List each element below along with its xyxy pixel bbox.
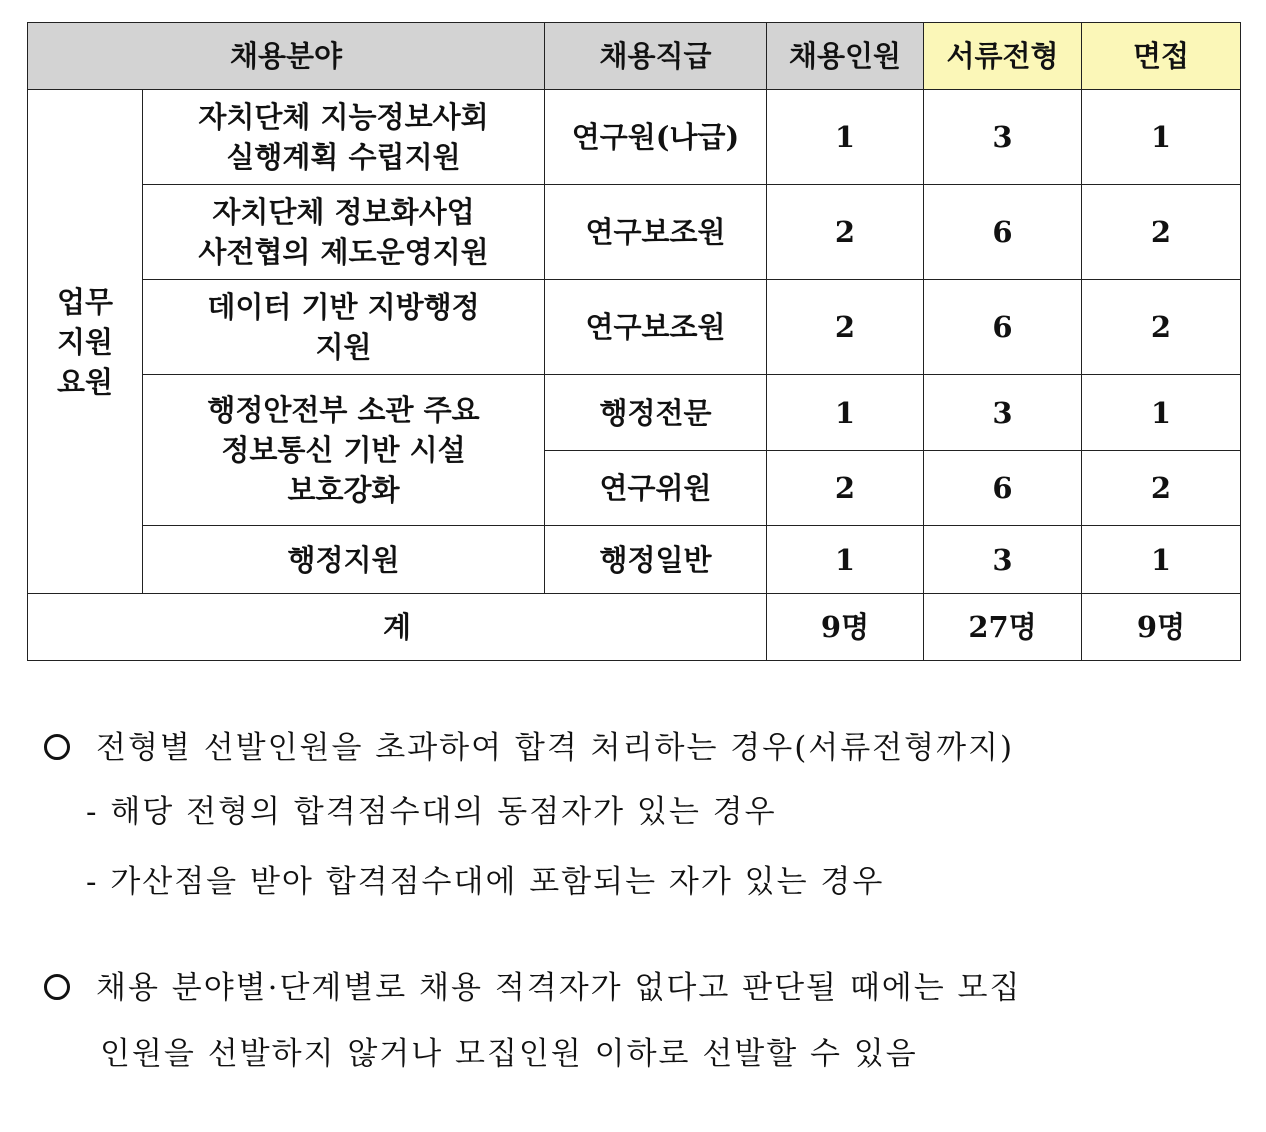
document-cell: 6: [924, 280, 1082, 375]
note-2-line-2: 인원을 선발하지 않거나 모집인원 이하로 선발할 수 있음: [100, 1036, 918, 1072]
recruitment-table: [27, 22, 1241, 661]
header-position: 채용직급: [545, 23, 767, 90]
note-1-text: 전형별 선발인원을 초과하여 합격 처리하는 경우(서류전형까지): [96, 730, 1015, 766]
count-cell: 2: [767, 185, 924, 280]
document-cell: 3: [924, 90, 1082, 185]
circle-bullet-icon: [44, 974, 70, 1000]
count-cell: 2: [767, 280, 924, 375]
total-row: [28, 594, 1241, 661]
count-cell: 1: [767, 526, 924, 594]
position-cell: 연구보조원: [545, 280, 767, 375]
header-interview: 면접: [1082, 23, 1241, 90]
table-header-row: [28, 23, 1241, 90]
note-2-line-1: [44, 962, 1021, 1007]
table-row: [28, 280, 1241, 375]
total-count: 9명: [767, 594, 924, 661]
count-cell: 1: [767, 90, 924, 185]
document-cell: 3: [924, 526, 1082, 594]
document-cell: 6: [924, 185, 1082, 280]
count-cell: 2: [767, 451, 924, 526]
document-cell: 6: [924, 451, 1082, 526]
table-row: [28, 526, 1241, 594]
header-document: 서류전형: [924, 23, 1082, 90]
interview-cell: 2: [1082, 280, 1241, 375]
table-row: [28, 185, 1241, 280]
position-cell: 연구보조원: [545, 185, 767, 280]
interview-cell: 2: [1082, 451, 1241, 526]
field-cell: 자치단체 지능정보사회 실행계획 수립지원: [143, 90, 545, 185]
position-cell: 행정일반: [545, 526, 767, 594]
note-1-sub-2: - 가산점을 받아 합격점수대에 포함되는 자가 있는 경우: [86, 864, 885, 900]
interview-cell: 1: [1082, 375, 1241, 451]
count-cell: 1: [767, 375, 924, 451]
table-row: [28, 375, 1241, 451]
interview-cell: 1: [1082, 526, 1241, 594]
interview-cell: 1: [1082, 90, 1241, 185]
position-cell: 연구원(나급): [545, 90, 767, 185]
document-cell: 3: [924, 375, 1082, 451]
circle-bullet-icon: [44, 734, 70, 760]
table-row: [28, 90, 1241, 185]
total-interview: 9명: [1082, 594, 1241, 661]
header-field: 채용분야: [28, 23, 545, 90]
field-cell: 행정지원: [143, 526, 545, 594]
header-count: 채용인원: [767, 23, 924, 90]
field-cell: 행정안전부 소관 주요 정보통신 기반 시설 보호강화: [143, 375, 545, 526]
field-cell: 자치단체 정보화사업 사전협의 제도운영지원: [143, 185, 545, 280]
total-document: 27명: [924, 594, 1082, 661]
note-1-line: [44, 722, 1014, 767]
position-cell: 행정전문: [545, 375, 767, 451]
position-cell: 연구위원: [545, 451, 767, 526]
category-cell: 업무 지원 요원: [28, 90, 143, 594]
note-1-sub-1: - 해당 전형의 합격점수대의 동점자가 있는 경우: [86, 794, 777, 830]
interview-cell: 2: [1082, 185, 1241, 280]
note-2-text: 채용 분야별·단계별로 채용 적격자가 없다고 판단될 때에는 모집: [96, 970, 1022, 1006]
total-label: 계: [28, 594, 767, 661]
field-cell: 데이터 기반 지방행정 지원: [143, 280, 545, 375]
